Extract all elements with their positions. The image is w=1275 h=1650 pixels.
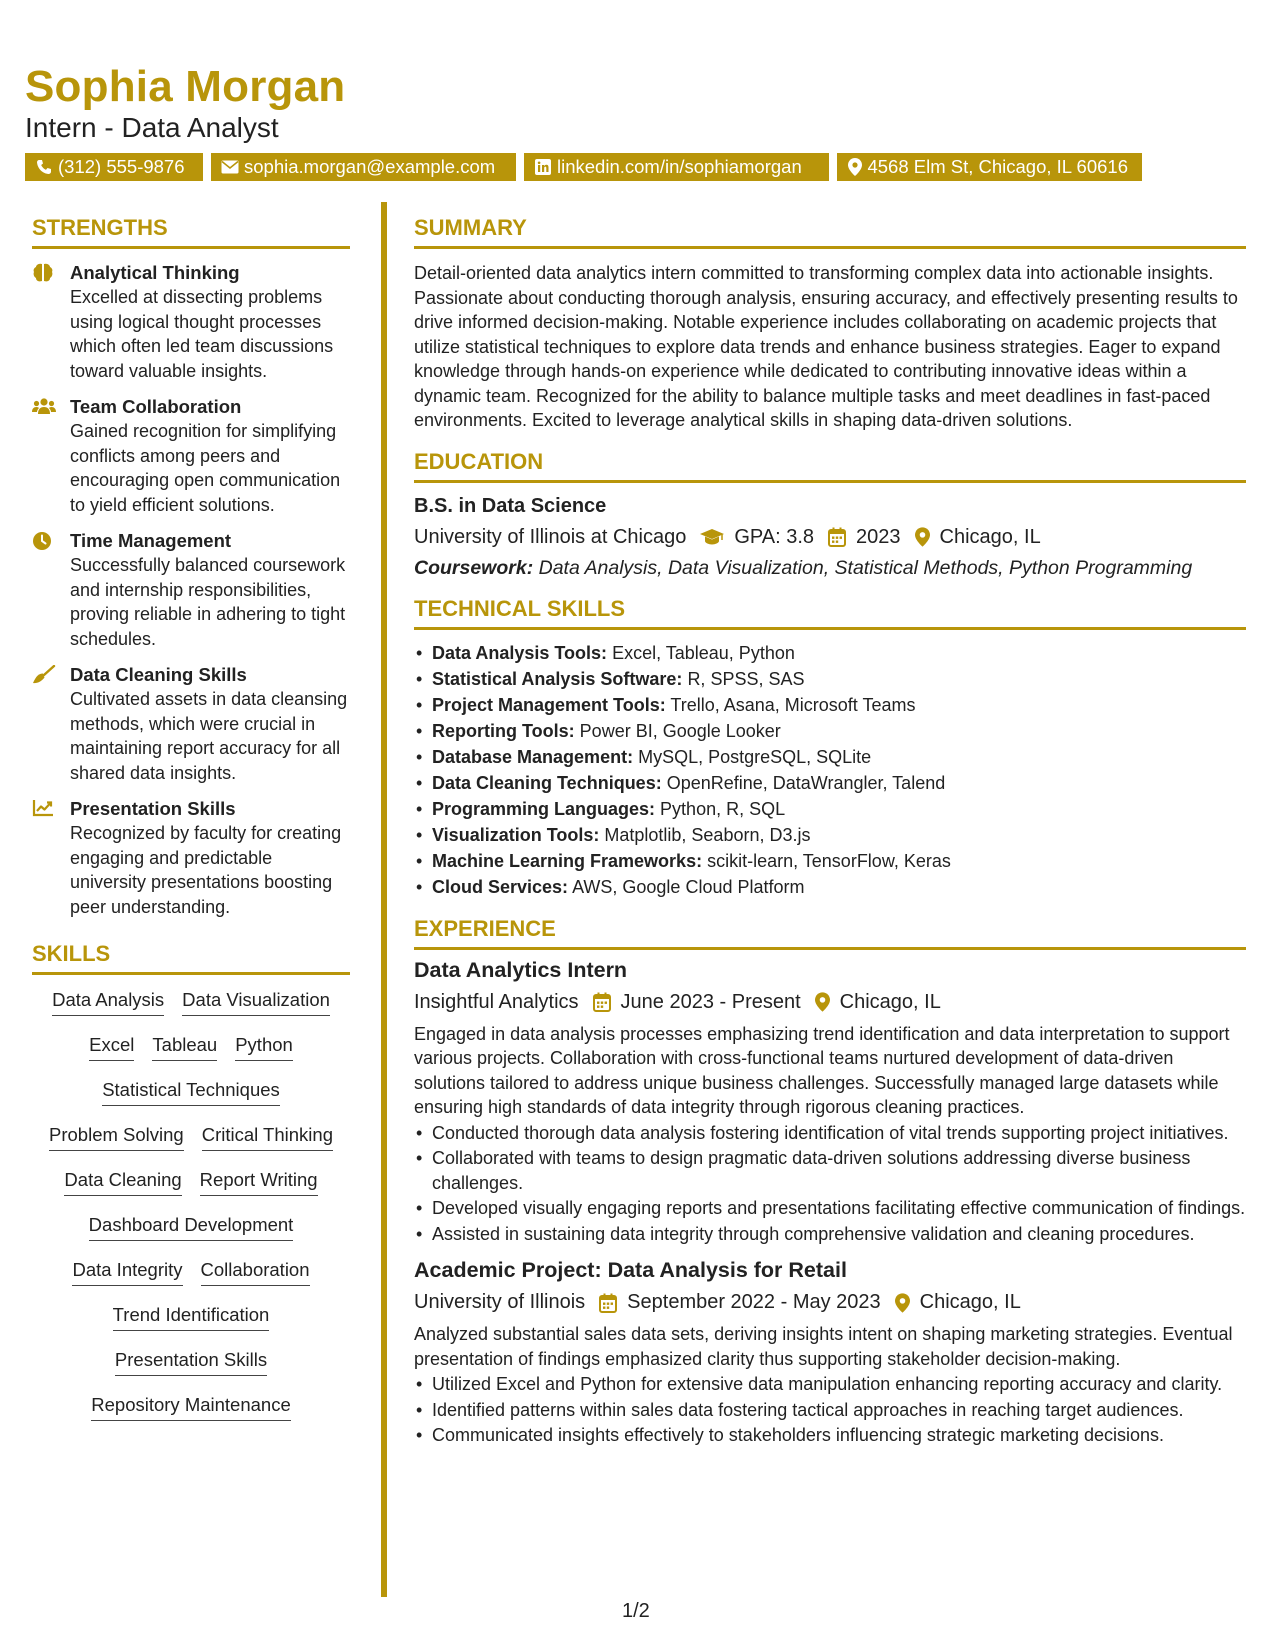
skill-tags <box>32 989 350 1439</box>
skill-row <box>32 1124 350 1169</box>
strength-item <box>32 663 350 785</box>
strength-title: Presentation Skills <box>70 798 236 819</box>
skill-row <box>32 1304 350 1349</box>
clock-icon <box>32 529 70 651</box>
tech-skill-item <box>414 718 1246 744</box>
tech-skill-item <box>414 640 1246 666</box>
skill-tag: Data Analysis <box>52 989 164 1016</box>
skill-tag: Tableau <box>152 1034 217 1061</box>
skill-tag: Presentation Skills <box>115 1349 267 1376</box>
summary-title: SUMMARY <box>414 215 1246 249</box>
skill-tag: Repository Maintenance <box>91 1394 291 1421</box>
job-meta <box>414 1291 1246 1314</box>
tech-skill-label: Reporting Tools: <box>432 720 575 741</box>
job-company: Insightful Analytics <box>414 990 579 1013</box>
job-description: Analyzed substantial sales data sets, deriving insights intent on shaping marketing strategies. Eventual presentation of findings emphasized clarity thus supporting stakeholder decision-making. <box>414 1324 1233 1369</box>
tech-skill-item <box>414 848 1246 874</box>
users-icon <box>32 395 70 517</box>
contact-address-text: 4568 Elm St, Chicago, IL 60616 <box>867 156 1128 177</box>
tech-skill-label: Machine Learning Frameworks: <box>432 850 703 871</box>
tech-skill-label: Data Cleaning Techniques: <box>432 772 662 793</box>
skill-tag: Critical Thinking <box>202 1124 333 1151</box>
skill-tag: Dashboard Development <box>89 1214 294 1241</box>
job-bullets <box>414 1372 1246 1448</box>
envelope-icon <box>221 158 239 176</box>
job-bullet: • Developed visually engaging reports and presentations facilitating effective communication of findings. <box>414 1196 1246 1221</box>
contact-phone-text: (312) 555-9876 <box>58 156 185 177</box>
skill-row <box>32 1259 350 1304</box>
calendar-icon <box>599 1293 617 1313</box>
phone-icon <box>35 158 53 176</box>
job-company: University of Illinois <box>414 1291 586 1313</box>
job-dates: June 2023 - Present <box>620 990 801 1013</box>
tech-skill-label: Project Management Tools: <box>432 694 666 715</box>
job-bullet: • Communicated insights effectively to stakeholders influencing strategic marketing decisions. <box>414 1423 1246 1448</box>
strength-item <box>32 395 350 517</box>
strength-title: Team Collaboration <box>70 396 242 417</box>
skill-tag: Data Cleaning <box>64 1169 181 1196</box>
tech-skill-value: Excel, Tableau, Python <box>612 642 795 663</box>
skill-row <box>32 1079 350 1124</box>
calendar-icon <box>828 527 846 547</box>
job-description: Engaged in data analysis processes emphasizing trend identification and data interpretation to support various projects. Collaboration with cross-functional teams nurtured development of data-driven solutions tailored to address unique business challenges. Successfully managed large datasets while ensuring high standards of data integrity through rigorous cleaning practices. <box>414 1023 1230 1117</box>
tech-skill-item <box>414 666 1246 692</box>
left-column <box>32 215 350 1439</box>
education-year: 2023 <box>856 525 901 548</box>
skill-tag: Data Integrity <box>72 1259 182 1286</box>
job-bullet: • Collaborated with teams to design pragmatic data-driven solutions addressing diverse business challenges. <box>414 1146 1246 1195</box>
job-bullet: • Identified patterns within sales data fostering tactical approaches in reaching target audiences. <box>414 1398 1246 1423</box>
skill-tag: Statistical Techniques <box>102 1079 280 1106</box>
tech-skill-value: OpenRefine, DataWrangler, Talend <box>666 772 946 793</box>
job-bullet: • Conducted thorough data analysis fostering identification of vital trends supporting project initiatives. <box>414 1121 1246 1146</box>
job-title: Data Analytics Intern <box>414 957 628 982</box>
skill-tag: Report Writing <box>200 1169 318 1196</box>
contact-email-text: sophia.morgan@example.com <box>244 156 496 177</box>
tech-skill-value: MySQL, PostgreSQL, SQLite <box>638 746 872 767</box>
education-location: Chicago, IL <box>939 525 1041 548</box>
tech-skill-label: Statistical Analysis Software: <box>432 668 683 689</box>
tech-skill-value: AWS, Google Cloud Platform <box>572 876 805 897</box>
tech-skill-item <box>414 822 1246 848</box>
tech-skill-value: Trello, Asana, Microsoft Teams <box>670 694 916 715</box>
coursework-list: Data Analysis, Data Visualization, Statistical Methods, Python Programming <box>538 556 1193 579</box>
contact-bar <box>25 153 1142 181</box>
brain-icon <box>32 261 70 383</box>
tech-skill-value: R, SPSS, SAS <box>687 668 805 689</box>
tech-skill-item <box>414 692 1246 718</box>
calendar-icon <box>593 992 611 1012</box>
education-degree: B.S. in Data Science <box>414 494 607 517</box>
education-gpa: GPA: 3.8 <box>734 525 815 548</box>
skill-tag: Excel <box>89 1034 134 1061</box>
tech-skill-item <box>414 874 1246 900</box>
skill-row <box>32 1394 350 1439</box>
skill-tag: Data Visualization <box>182 989 330 1016</box>
strength-item <box>32 529 350 651</box>
strength-desc: Gained recognition for simplifying conflicts among peers and encouraging open communication to yield efficient solutions. <box>70 421 341 515</box>
strength-desc: Excelled at dissecting problems using logical thought processes which often led team discussions toward valuable insights. <box>70 287 334 381</box>
chart-line-icon <box>32 797 70 919</box>
skill-tag: Python <box>235 1034 293 1061</box>
strength-desc: Successfully balanced coursework and internship responsibilities, proving reliable in adhering to tight schedules. <box>70 555 346 649</box>
graduation-cap-icon <box>700 528 724 546</box>
job-location: Chicago, IL <box>919 1291 1021 1313</box>
job-location: Chicago, IL <box>839 990 941 1013</box>
tech-skill-item <box>414 796 1246 822</box>
contact-linkedin-text: linkedin.com/in/sophiamorgan <box>557 156 802 177</box>
tech-skill-value: Python, R, SQL <box>660 798 786 819</box>
job-meta <box>414 991 1246 1014</box>
strength-desc: Recognized by faculty for creating engaging and predictable university presentations boosting peer understanding. <box>70 823 342 917</box>
tech-skill-label: Programming Languages: <box>432 798 656 819</box>
skill-tag: Problem Solving <box>49 1124 184 1151</box>
summary-text: Detail-oriented data analytics intern committed to transforming complex data into actionable insights. Passionate about conducting thorough analysis, ensuring accuracy, and effectively presenting results to drive informed decision-making. Notable experience includes collaborating on academic projects that utilize statistical techniques to explore data trends and enhance business strategies. Eager to expand knowledge through hands-on experience while dedicated to contributing innovative ideas within a dynamic team. Recognized for the ability to balance multiple tasks and meet deadlines in fast-paced environments. Excited to leverage analytical skills in shaping data-driven solutions. <box>414 263 1238 430</box>
strength-item <box>32 261 350 383</box>
tech-skill-value: Matplotlib, Seaborn, D3.js <box>604 824 811 845</box>
tech-skill-item <box>414 744 1246 770</box>
tech-skill-label: Database Management: <box>432 746 634 767</box>
skill-row <box>32 1169 350 1214</box>
page-number: 1/2 <box>622 1600 650 1622</box>
tech-skill-item <box>414 770 1246 796</box>
tech-skill-value: Power BI, Google Looker <box>579 720 781 741</box>
experience-title: EXPERIENCE <box>414 916 1246 950</box>
strength-item <box>32 797 350 919</box>
broom-icon <box>32 663 70 785</box>
map-pin-icon <box>915 527 930 547</box>
skills-title: SKILLS <box>32 941 350 975</box>
education-coursework <box>414 557 1246 580</box>
job-bullet: • Utilized Excel and Python for extensive data manipulation enhancing reporting accuracy and clarity. <box>414 1372 1246 1397</box>
skill-tag: Collaboration <box>201 1259 310 1286</box>
tech-skill-label: Visualization Tools: <box>432 824 600 845</box>
strength-title: Analytical Thinking <box>70 262 240 283</box>
strengths-title: STRENGTHS <box>32 215 350 249</box>
tech-skill-label: Data Analysis Tools: <box>432 642 608 663</box>
map-pin-icon <box>847 158 862 176</box>
education-title: EDUCATION <box>414 449 1246 483</box>
strength-title: Data Cleaning Skills <box>70 664 247 685</box>
strength-title: Time Management <box>70 530 232 551</box>
contact-address[interactable] <box>837 153 1142 181</box>
contact-phone[interactable] <box>25 153 203 181</box>
candidate-name: Sophia Morgan <box>25 62 346 111</box>
coursework-label: Coursework: <box>414 556 534 579</box>
education-school: University of Illinois at Chicago <box>414 525 687 548</box>
job-dates: September 2022 - May 2023 <box>627 1291 881 1313</box>
tech-skill-label: Cloud Services: <box>432 876 569 897</box>
skill-row <box>32 1034 350 1079</box>
linkedin-icon <box>534 158 552 176</box>
skill-tag: Trend Identification <box>113 1304 270 1331</box>
strength-desc: Cultivated assets in data cleansing methods, which were crucial in maintaining report accuracy for all shared data insights. <box>70 689 348 783</box>
job-bullets <box>414 1121 1246 1247</box>
map-pin-icon <box>895 1293 910 1313</box>
job-bullet: • Assisted in sustaining data integrity through comprehensive validation and cleaning procedures. <box>414 1222 1246 1247</box>
job-title: Academic Project: Data Analysis for Retail <box>414 1258 847 1282</box>
map-pin-icon <box>815 992 830 1012</box>
contact-email[interactable] <box>211 153 516 181</box>
tech-skill-value: scikit-learn, TensorFlow, Keras <box>707 850 951 871</box>
education-meta <box>414 526 1246 549</box>
candidate-role: Intern - Data Analyst <box>25 112 279 143</box>
skill-row <box>32 1349 350 1394</box>
technical-skills-title: TECHNICAL SKILLS <box>414 596 1246 630</box>
technical-skills-list <box>414 640 1246 900</box>
contact-linkedin[interactable] <box>524 153 829 181</box>
skill-row <box>32 1214 350 1259</box>
right-column <box>414 215 1246 1448</box>
column-divider <box>381 202 387 1597</box>
skill-row <box>32 989 350 1034</box>
